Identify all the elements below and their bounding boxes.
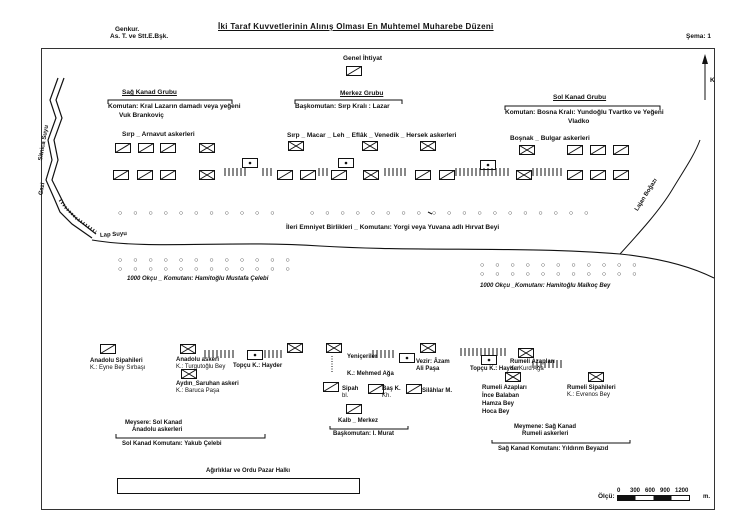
map-title: İki Taraf Kuvvetlerinin Alınış Olması En Muhtemel Muharebe Düzeni <box>218 22 494 31</box>
rumeli-sipahi-cmd: K.: Evrenos Bey <box>567 392 611 398</box>
topcu-right-label: Topçu K.: Hayder <box>470 366 520 372</box>
maymana-label: Meymene: Sağ Kanad <box>514 424 577 430</box>
left-wing-commander-2: Vladko <box>568 118 590 125</box>
sipah-label-2: bl. <box>342 393 349 399</box>
center-troops: Sırp _ Macar _ Leh _ Eflâk _ Venedik _ Hersek askerleri <box>287 132 457 139</box>
bas-k-label: Baş K. <box>382 386 401 392</box>
yeniceri-label: Yeniçeriler <box>347 354 378 360</box>
maysara-commander: Sol Kanad Komutanı: Yakub Çelebi <box>122 441 222 447</box>
archers-right-label: 1000 Okçu _Komutanı: Hamitoğlu Malkoç Bey <box>480 283 611 289</box>
bas-k-label-2: Kh. <box>382 393 392 399</box>
anadolu-asker-cmd: K.: Turgutoğlu Bey <box>176 364 226 370</box>
left-wing-commander: Komutan: Bosna Kralı: Yundoğlu Tvartko ve Yeğeni <box>505 109 664 116</box>
sheet-number: Şema: 1 <box>686 33 711 40</box>
silahlar-label: Silâhlar M. <box>422 388 453 394</box>
sipah-label: Sipah <box>342 386 359 392</box>
scale-tick-300: 300 <box>630 488 641 494</box>
rumeli-azap2-line2: Hamza Bey <box>482 401 515 407</box>
center-commander: Başkomutan: Sırp Kralı : Lazar <box>295 103 390 110</box>
rumeli-sipahi-label: Rumeli Sipahileri <box>567 385 616 391</box>
archers-left-label: 1000 Okçu _ Komutanı: Hamitoğlu Mustafa Çelebi <box>127 276 269 282</box>
maysara-label: Meysere: Sol Kanad <box>125 420 183 426</box>
archers-right-row1: ○○○○○○○○○○○ <box>480 262 648 269</box>
right-wing-title: Sağ Kanad Grubu <box>122 89 177 96</box>
scale-bar <box>617 495 697 503</box>
forward-pickets-right: ○○○○○○○○○○○○○○○○○○○ <box>310 210 600 217</box>
anadolu-asker-label: Anadolu askeri <box>176 357 220 363</box>
aydin-label: Aydın_Saruhan askeri <box>176 381 239 387</box>
rumeli-azap-cmd: K.: Kurd Ağa <box>510 366 544 372</box>
right-wing-commander-2: Vuk Brankoviç <box>119 112 164 119</box>
scale-tick-1200: 1200 <box>675 488 689 494</box>
stream-label-2: Gazi <box>38 182 47 196</box>
kalb-label: Kalb _ Merkez <box>338 418 379 424</box>
center-title: Merkez Grubu <box>340 90 384 97</box>
baggage-area <box>117 478 360 494</box>
commander-in-chief: Başkomutan: I. Murat <box>333 431 395 437</box>
baggage-label: Ağırlıklar ve Ordu Pazar Halkı <box>206 468 291 474</box>
org-line1: Genkur. <box>115 26 140 33</box>
archers-right-row2: ○○○○○○○○○○○ <box>480 271 648 278</box>
anadolu-sipahi-cmd: K.: Eyne Bey Sırbaşı <box>90 365 146 371</box>
rumeli-azap2-line1: İnce Balaban <box>482 393 520 399</box>
anadolu-sipahi-label: Anadolu Sipahileri <box>90 358 143 364</box>
archers-left-row1: ○○○○○○○○○○○○ <box>118 257 301 264</box>
left-wing-title: Sol Kanad Grubu <box>553 94 607 101</box>
yeniceri-cmd: K.: Mehmed Ağa <box>347 371 394 377</box>
aydin-cmd: K.: Baruca Paşa <box>176 388 220 394</box>
stream-label: Sitnica Suyu <box>37 124 51 162</box>
reserve-title: Genel İhtiyat <box>343 55 383 62</box>
river-label: Lap Suyu <box>99 231 128 239</box>
north-label: K <box>710 77 715 84</box>
org-line2: As. T. ve Stt.E.Bşk. <box>110 33 169 40</box>
right-wing-troops: Sırp _ Arnavut askerleri <box>122 131 195 138</box>
left-wing-troops: Boşnak _ Bulgar askerleri <box>510 135 590 142</box>
rumeli-azap2-line3: Hoca Bey <box>482 409 510 415</box>
maysara-label-2: Anadolu askerleri <box>132 427 183 433</box>
rumeli-azap-label: Rumeli Azapları <box>510 359 555 365</box>
topcu-left-label: Topçu K.: Hayder <box>233 363 283 369</box>
rumeli-azap2-label: Rumeli Azapları <box>482 385 527 391</box>
maymana-label-2: Rumeli askerleri <box>522 431 569 437</box>
pass-label: Lajan Boğazı <box>634 177 659 213</box>
archers-left-row2: ○○○○○○○○○○○○ <box>118 266 301 273</box>
scale-tick-0: 0 <box>617 488 621 494</box>
scale-tick-900: 900 <box>660 488 671 494</box>
maymana-commander: Sağ Kanad Komutanı: Yıldırım Beyazıd <box>498 446 609 452</box>
right-wing-commander: Komutan: Kral Lazarın damadı veya yeğeni <box>108 103 241 110</box>
scale-tick-600: 600 <box>645 488 656 494</box>
vezir-name: Ali Paşa <box>416 366 440 372</box>
scale-unit: m. <box>703 494 711 500</box>
forward-pickets-left: ○○○○○○○○○○○ <box>118 210 286 217</box>
vezir-label: Vezir: Âzam <box>416 359 450 365</box>
forward-security-label: İleri Emniyet Birlikleri _ Komutanı: Yorgi veya Yuvana adlı Hırvat Beyi <box>286 224 500 231</box>
scale-label: Ölçü: <box>598 493 615 500</box>
